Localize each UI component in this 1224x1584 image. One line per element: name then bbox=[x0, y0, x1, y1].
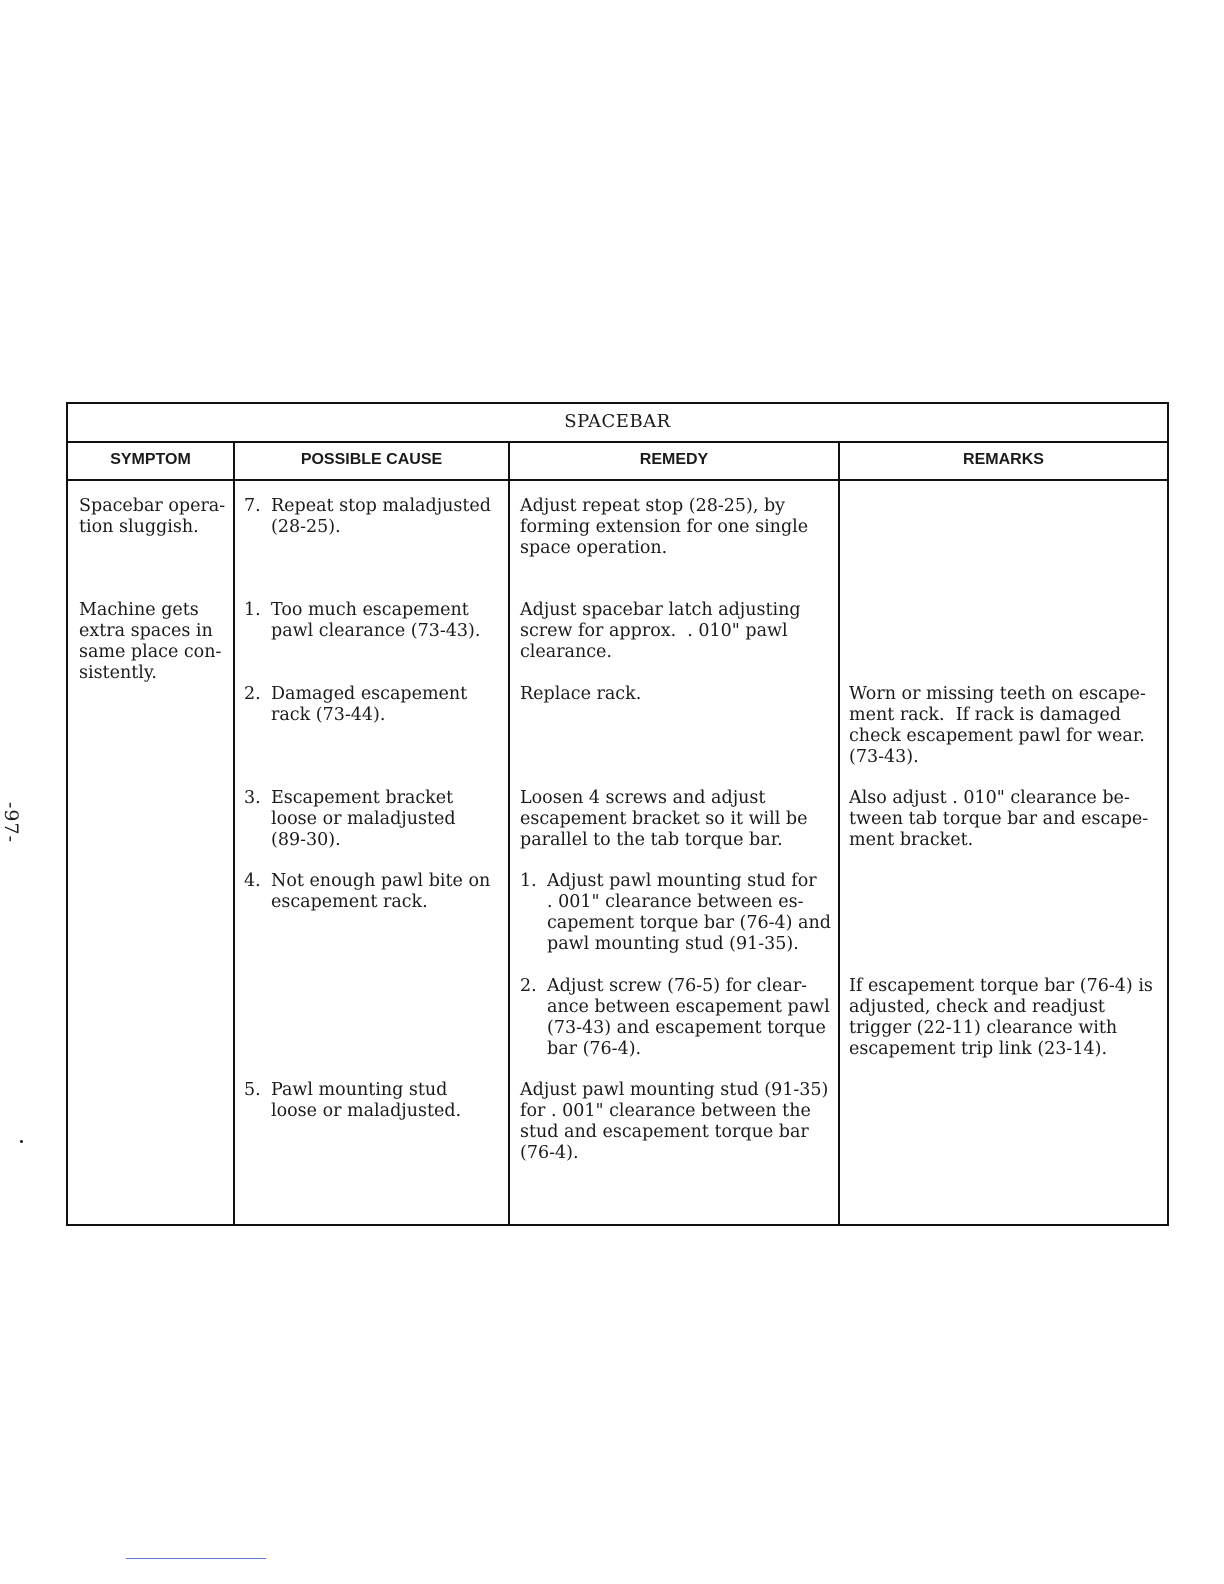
header-remarks: REMARKS bbox=[963, 451, 1044, 468]
remark-text: Also adjust . 010" clearance be- tween tab torque bar and escape- ment bracket. bbox=[849, 788, 1149, 850]
table-title: SPACEBAR bbox=[68, 404, 1167, 443]
footnote-rule bbox=[126, 1558, 266, 1559]
page-number: -97- bbox=[0, 802, 22, 844]
symptom-text: Machine gets extra spaces in same place con- sistently. bbox=[79, 600, 222, 683]
symptom-text: Spacebar opera- tion sluggish. bbox=[79, 496, 226, 537]
header-remedy: REMEDY bbox=[639, 451, 709, 468]
column-divider bbox=[233, 441, 235, 1224]
header-symptom: SYMPTOM bbox=[110, 451, 191, 468]
column-divider bbox=[838, 441, 840, 1224]
remedy-text: Adjust spacebar latch adjusting screw for approx. . 010" pawl clearance. bbox=[520, 600, 801, 662]
remedy-text: Adjust repeat stop (28-25), by forming extension for one single space operation. bbox=[520, 496, 809, 558]
remedy-text: Replace rack. bbox=[520, 684, 642, 704]
remark-text: Worn or missing teeth on escape- ment rack. If rack is damaged check escapement pawl for wear. (73-43). bbox=[849, 684, 1146, 767]
header-possible-cause: POSSIBLE CAUSE bbox=[300, 451, 443, 468]
remark-text: If escapement torque bar (76-4) is adjusted, check and readjust trigger (22-11) clearance with escapement trip link (23-14). bbox=[849, 976, 1153, 1059]
remedy-text: Loosen 4 screws and adjust escapement bracket so it will be parallel to the tab torque bar. bbox=[520, 788, 808, 850]
remedy-text: Adjust pawl mounting stud (91-35) for . 001" clearance between the stud and escapement torque bar (76-4). bbox=[520, 1080, 829, 1163]
troubleshooting-table: SPACEBAR SYMPTOM POSSIBLE CAUSE REMEDY REMARKS Spacebar opera- tion sluggish. Machine gets extra spaces in same place con- sistently. 7. Repeat stop maladjusted (28-25). 1. Too much escapement pawl clearance (73-43). 2. Damaged escapement rack (73-44). 3. Escapement bracket loose or maladjusted (89-30). 4. Not enough pawl bite on escapement rack. 5. Pawl mounting stud loose or maladjusted. Adjust repeat stop (28-25), by forming extension for one single space operation. Adjust spacebar latch adjusting screw for approx. . 010" pawl clearance. Replace rack. Loosen 4 screws and adjust escapement bracket so it will be parallel to the tab torque bar. 1. Adjust pawl mounting stud for . 001" clearance between es- capement torque bar (76-4) and pawl mounting stud (91-35). 2. Adjust screw (76-5) for clear- ance between escapement pawl (73-43) and escapement torque bar (76-4). Adjust pawl mounting stud (91-35) for . 001" clearance between the stud and escapement torque bar (76-4). Worn or missing teeth on escape- ment rack. If rack is damaged check escapement pawl for wear. (73-43). Also adjust . 010" clearance be- tween tab torque bar and escape- ment bracket. If escapement torque bar (76-4) is adjusted, check and readjust trigger (22-11) clearance with escapement trip link (23-14). bbox=[66, 402, 1169, 1226]
column-divider bbox=[508, 441, 510, 1224]
stray-mark bbox=[20, 1140, 23, 1143]
